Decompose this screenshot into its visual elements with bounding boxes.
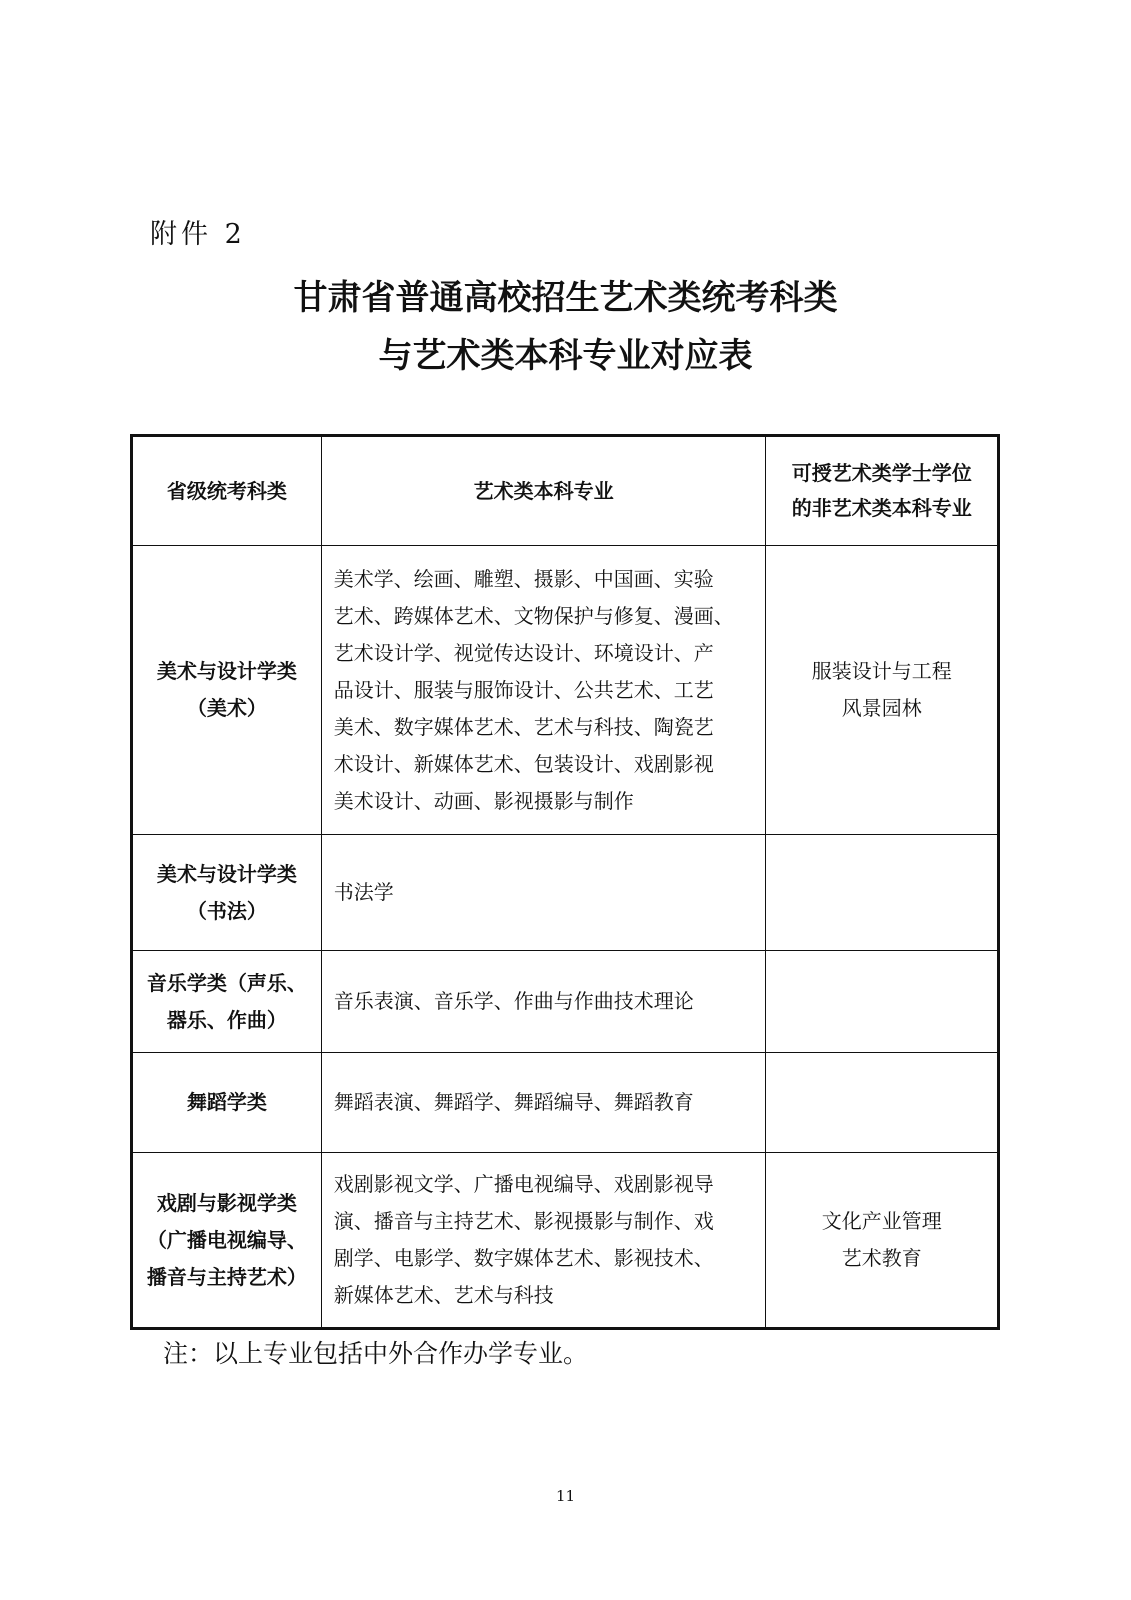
majors-line: 戏剧影视文学、广播电视编导、戏剧影视导 xyxy=(333,1172,714,1196)
category-cell xyxy=(132,1053,322,1153)
category-line: 音乐学类（声乐、 xyxy=(146,970,307,995)
non-art-majors-cell xyxy=(766,546,999,835)
header-category: 省级统考科类 xyxy=(132,436,322,546)
non-art-major: 文化产业管理 xyxy=(821,1209,942,1233)
table-row xyxy=(132,546,999,835)
table-row xyxy=(132,1153,999,1329)
majors-cell xyxy=(321,1153,766,1329)
non-art-majors-cell xyxy=(766,1053,999,1153)
table-row xyxy=(132,1053,999,1153)
attachment-label: 附件 2 xyxy=(150,219,246,250)
majors-cell xyxy=(321,835,766,951)
non-art-majors-cell xyxy=(766,1153,999,1329)
majors-line: 美术学、绘画、雕塑、摄影、中国画、实验 xyxy=(333,566,714,591)
header-non-art-line-1: 可授艺术类学士学位 xyxy=(791,461,972,485)
category-cell xyxy=(132,951,322,1053)
majors-line: 品设计、服装与服饰设计、公共艺术、工艺 xyxy=(333,677,714,702)
category-cell xyxy=(132,1153,322,1329)
majors-cell xyxy=(321,546,766,835)
correspondence-table xyxy=(130,434,1000,1330)
majors-line: 术设计、新媒体艺术、包装设计、戏剧影视 xyxy=(333,751,714,776)
footnote: 注：以上专业包括中外合作办学专业。 xyxy=(163,1339,589,1368)
header-majors: 艺术类本科专业 xyxy=(321,436,766,546)
majors-line: 舞蹈表演、舞蹈学、舞蹈编导、舞蹈教育 xyxy=(333,1090,694,1114)
non-art-major: 服装设计与工程 xyxy=(811,659,952,683)
category-line: 播音与主持艺术） xyxy=(146,1264,307,1289)
document-title-line-1: 甘肃省普通高校招生艺术类统考科类 xyxy=(293,278,838,318)
table-header-row xyxy=(132,436,999,546)
majors-cell xyxy=(321,1053,766,1153)
non-art-major: 艺术教育 xyxy=(841,1246,922,1270)
majors-line: 美术设计、动画、影视摄影与制作 xyxy=(333,788,634,813)
non-art-major: 风景园林 xyxy=(841,696,922,720)
category-cell xyxy=(132,835,322,951)
table-row xyxy=(132,951,999,1053)
category-line: 美术与设计学类 xyxy=(156,659,297,683)
majors-line: 美术、数字媒体艺术、艺术与科技、陶瓷艺 xyxy=(333,714,714,739)
category-line: 器乐、作曲） xyxy=(166,1007,287,1032)
page-number: 11 xyxy=(555,1487,576,1505)
majors-line: 剧学、电影学、数字媒体艺术、影视技术、 xyxy=(333,1246,714,1270)
header-non-art-majors xyxy=(766,436,999,546)
non-art-majors-cell xyxy=(766,951,999,1053)
category-line: 舞蹈学类 xyxy=(186,1090,267,1114)
category-line: （广播电视编导、 xyxy=(146,1227,307,1252)
category-cell xyxy=(132,546,322,835)
majors-line: 音乐表演、音乐学、作曲与作曲技术理论 xyxy=(333,989,694,1013)
table-row xyxy=(132,835,999,951)
majors-line: 演、播音与主持艺术、影视摄影与制作、戏 xyxy=(333,1209,714,1233)
majors-line: 新媒体艺术、艺术与科技 xyxy=(333,1283,554,1307)
category-line: （美术） xyxy=(186,696,267,720)
majors-line: 艺术、跨媒体艺术、文物保护与修复、漫画、 xyxy=(333,603,734,628)
category-line: 美术与设计学类 xyxy=(156,861,297,886)
non-art-majors-cell xyxy=(766,835,999,951)
document-title-line-2: 与艺术类本科专业对应表 xyxy=(378,336,753,376)
category-line: （书法） xyxy=(186,898,267,923)
category-line: 戏剧与影视学类 xyxy=(156,1190,297,1215)
header-non-art-line-2: 的非艺术类本科专业 xyxy=(791,496,972,520)
majors-line: 书法学 xyxy=(333,880,394,904)
majors-cell xyxy=(321,951,766,1053)
majors-line: 艺术设计学、视觉传达设计、环境设计、产 xyxy=(333,640,714,665)
